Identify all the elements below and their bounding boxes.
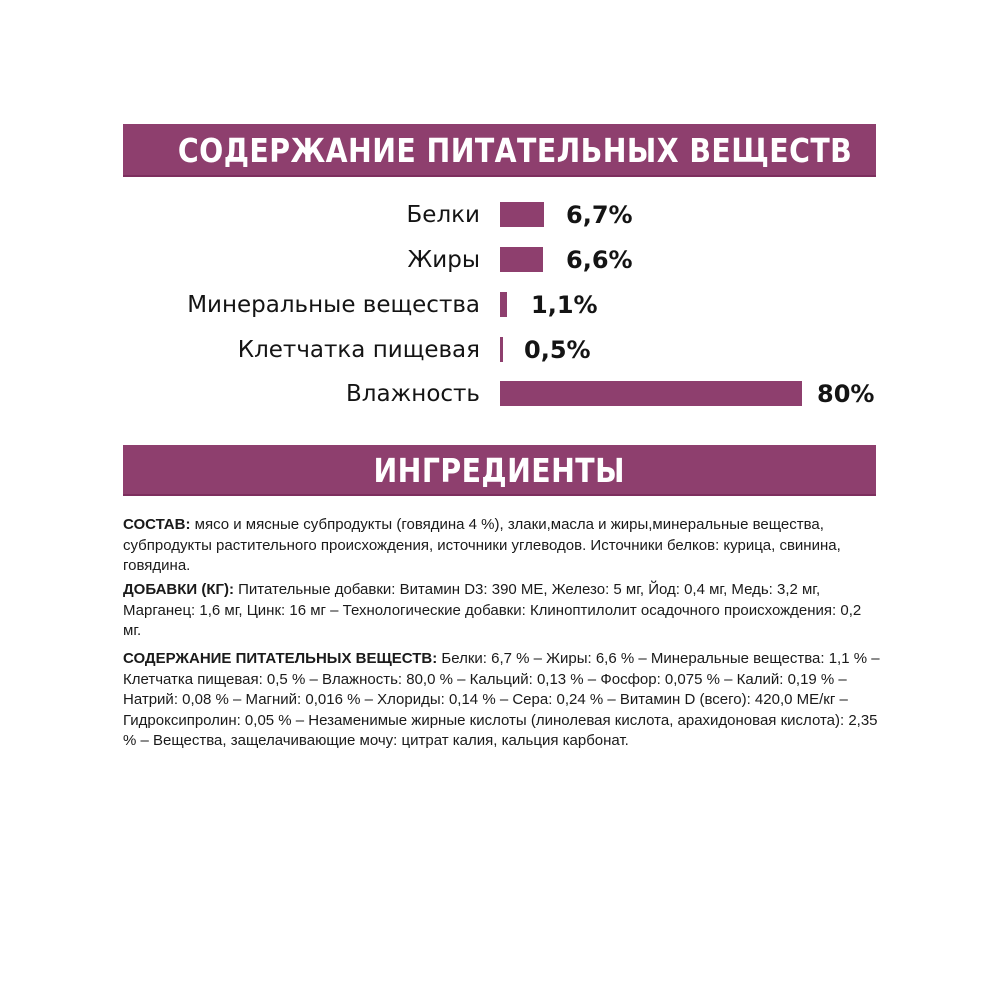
nutrient-bar — [500, 381, 802, 406]
nutrient-value: 80% — [817, 380, 875, 408]
nutrient-value: 0,5% — [524, 336, 591, 364]
ingredients-section-header — [123, 445, 876, 496]
nutrient-bar — [500, 337, 503, 362]
analysis-paragraph — [123, 649, 883, 752]
nutrient-bar — [500, 247, 543, 272]
nutrients-section-header — [123, 124, 876, 177]
composition-paragraph — [123, 515, 883, 577]
nutrient-label: Клетчатка пищевая — [237, 337, 480, 363]
composition-title: СОСТАВ: — [123, 516, 191, 533]
nutrient-label: Влажность — [345, 381, 480, 407]
nutrient-bar — [500, 292, 507, 317]
additives-text: Питательные добавки: Витамин D3: 390 МЕ, Железо: 5 мг, Йод: 0,4 мг, Медь: 3,2 мг, Марганец: 1,6 мг, Цинк: 16 мг – Технологические добавки: Клиноптилолит осадочного происхождения: 0,2 мг. — [123, 581, 862, 639]
nutrient-label: Белки — [406, 202, 480, 228]
nutrient-row-fiber — [0, 336, 1000, 364]
nutrient-value: 6,7% — [566, 201, 633, 229]
analysis-title: СОДЕРЖАНИЕ ПИТАТЕЛЬНЫХ ВЕЩЕСТВ: — [123, 650, 438, 667]
nutrient-bar — [500, 202, 544, 227]
nutrients-header-title: СОДЕРЖАНИЕ ПИТАТЕЛЬНЫХ ВЕЩЕСТВ — [177, 131, 853, 170]
nutrient-row-fat — [0, 246, 1000, 274]
nutrient-label: Жиры — [407, 247, 480, 273]
additives-title: ДОБАВКИ (КГ): — [123, 581, 234, 598]
nutrient-row-protein — [0, 201, 1000, 229]
nutrient-row-minerals — [0, 291, 1000, 319]
additives-paragraph — [123, 580, 883, 642]
nutrient-value: 1,1% — [531, 291, 598, 319]
nutrient-value: 6,6% — [566, 246, 633, 274]
nutrient-label: Минеральные вещества — [187, 292, 480, 318]
ingredients-header-title: ИНГРЕДИЕНТЫ — [373, 451, 626, 490]
analysis-text: Белки: 6,7 % – Жиры: 6,6 % – Минеральные вещества: 1,1 % – Клетчатка пищевая: 0,5 % – Влажность: 80,0 % – Кальций: 0,13 % – Фосфор: 0,075 % – Калий: 0,19 % – Натрий: 0,08 % – Магний: 0,016 % – Хлориды: 0,14 % – Сера: 0,24 % – Витамин D (всего): 420,0 МЕ/кг – Гидроксипролин: 0,05 % – Незаменимые жирные кислоты (линолевая кислота, арахидоновая кислота): 2,35 % – Вещества, защелачивающие мочу: цитрат калия, кальция карбонат. — [123, 650, 880, 749]
nutrient-row-moisture — [0, 380, 1000, 408]
composition-text: мясо и мясные субпродукты (говядина 4 %), злаки,масла и жиры,минеральные вещества, субпродукты растительного происхождения, источники углеводов. Источники белков: курица, свинина, говядина. — [123, 516, 841, 574]
